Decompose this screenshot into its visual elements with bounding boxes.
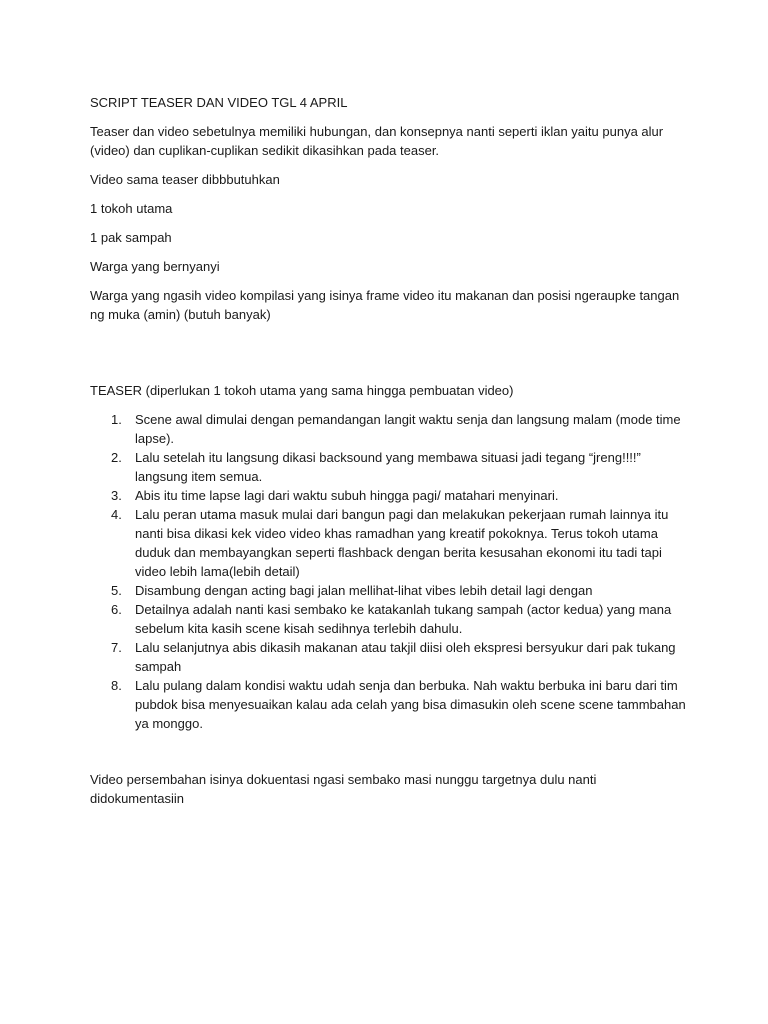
list-item xyxy=(90,410,690,448)
list-item-text: Lalu setelah itu langsung dikasi backsound yang membawa situasi jadi tegang “jreng!!!!” langsung item semua. xyxy=(135,450,641,484)
list-item-text: Disambung dengan acting bagi jalan mellihat-lihat vibes lebih detail lagi dengan xyxy=(135,583,593,598)
intro-paragraph: Teaser dan video sebetulnya memiliki hubungan, dan konsepnya nanti seperti iklan yaitu punya alur (video) dan cuplikan-cuplikan sedikit dikasihkan pada teaser. xyxy=(90,124,664,158)
needs-item: Warga yang bernyanyi xyxy=(90,259,220,274)
list-item-number: 8. xyxy=(111,678,122,693)
teaser-steps-list xyxy=(90,410,690,733)
list-item-number: 5. xyxy=(111,583,122,598)
list-item xyxy=(90,581,690,600)
list-item-number: 1. xyxy=(111,412,122,427)
list-item-text: Lalu peran utama masuk mulai dari bangun pagi dan melakukan pekerjaan rumah lainnya itu nanti bisa dikasi kek video video khas ramadhan yang kreatif pokoknya. Terus tokoh utama duduk dan membayangkan seperti flashback dengan berita kesusahan ekonomi itu tadi tapi video lebih lama(lebih detail) xyxy=(135,507,669,579)
list-item xyxy=(90,600,690,638)
list-item-text: Lalu selanjutnya abis dikasih makanan atau takjil diisi oleh ekspresi bersyukur dari pak tukang sampah xyxy=(135,640,676,674)
spacer xyxy=(90,334,690,381)
needs-heading: Video sama teaser dibbbutuhkan xyxy=(90,172,280,187)
list-item-number: 3. xyxy=(111,488,122,503)
teaser-heading: TEASER (diperlukan 1 tokoh utama yang sama hingga pembuatan video) xyxy=(90,383,514,398)
list-item xyxy=(90,638,690,676)
list-item-number: 2. xyxy=(111,450,122,465)
needs-item: 1 tokoh utama xyxy=(90,201,173,216)
list-item-number: 4. xyxy=(111,507,122,522)
list-item-number: 7. xyxy=(111,640,122,655)
closing-paragraph: Video persembahan isinya dokuentasi ngasi sembako masi nunggu targetnya dulu nanti didokumentasiin xyxy=(90,772,597,806)
document-title: SCRIPT TEASER DAN VIDEO TGL 4 APRIL xyxy=(90,95,348,110)
needs-item: 1 pak sampah xyxy=(90,230,172,245)
list-item xyxy=(90,448,690,486)
list-item-text: Detailnya adalah nanti kasi sembako ke katakanlah tukang sampah (actor kedua) yang mana sebelum kita kasih scene kisah sedihnya terlebih dahulu. xyxy=(135,602,672,636)
list-item-text: Lalu pulang dalam kondisi waktu udah senja dan berbuka. Nah waktu berbuka ini baru dari tim pubdok bisa menyesuaikan kalau ada celah yang bisa dimasukin oleh scene scene tammbahan ya monggo. xyxy=(135,678,686,731)
list-item xyxy=(90,486,690,505)
list-item-text: Abis itu time lapse lagi dari waktu subuh hingga pagi/ matahari menyinari. xyxy=(135,488,559,503)
document-page xyxy=(90,93,690,818)
needs-item: Warga yang ngasih video kompilasi yang isinya frame video itu makanan dan posisi ngeraupke tangan ng muka (amin) (butuh banyak) xyxy=(90,288,680,322)
list-item xyxy=(90,505,690,581)
list-item-text: Scene awal dimulai dengan pemandangan langit waktu senja dan langsung malam (mode time lapse). xyxy=(135,412,681,446)
spacer xyxy=(90,733,690,770)
list-item-number: 6. xyxy=(111,602,122,617)
list-item xyxy=(90,676,690,733)
